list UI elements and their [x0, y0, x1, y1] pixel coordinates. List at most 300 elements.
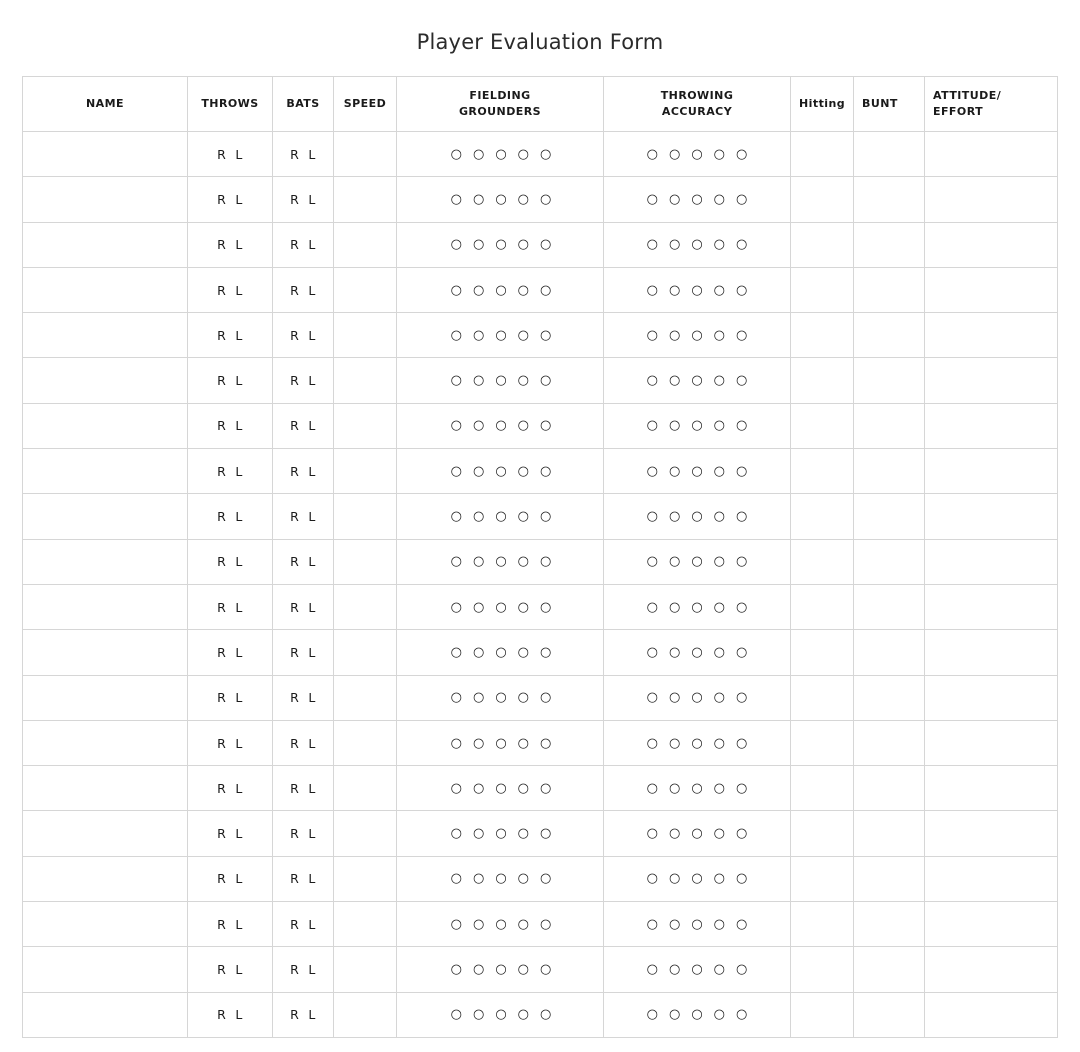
rating-bubble-icon[interactable]: ○ [713, 327, 726, 343]
rating-bubble-icon[interactable]: ○ [691, 690, 703, 706]
cell-attitude_effort[interactable] [925, 630, 1058, 675]
cell-bats[interactable] [273, 403, 334, 448]
cell-bunt[interactable] [854, 358, 925, 403]
cell-throwing_accuracy[interactable] [604, 494, 791, 539]
cell-fielding_grounders[interactable] [397, 222, 604, 267]
rl-choice-bats[interactable] [290, 147, 316, 162]
rating-bubble-icon[interactable]: ○ [736, 418, 748, 434]
cell-name[interactable] [23, 358, 188, 403]
rating-bubble-icon[interactable]: ○ [517, 463, 530, 479]
rating-bubble-icon[interactable]: ○ [646, 327, 658, 343]
rl-option-left[interactable]: L [235, 463, 243, 479]
rl-option-left[interactable]: L [235, 826, 243, 842]
rl-option-left[interactable]: L [235, 237, 243, 253]
rating-bubble-icon[interactable]: ○ [450, 735, 462, 751]
rating-bubble-icon[interactable]: ○ [540, 916, 552, 932]
rating-bubble-icon[interactable]: ○ [495, 1007, 507, 1023]
rl-choice-bats[interactable] [290, 600, 316, 615]
rating-bubble-icon[interactable]: ○ [495, 780, 507, 796]
cell-name[interactable] [23, 630, 188, 675]
cell-fielding_grounders[interactable] [397, 856, 604, 901]
rating-bubble-icon[interactable]: ○ [646, 871, 658, 887]
rating-bubble-icon[interactable]: ○ [450, 826, 462, 842]
rating-bubble-icon[interactable]: ○ [668, 916, 681, 932]
rl-option-right[interactable]: R [290, 237, 300, 253]
rating-bubble-icon[interactable]: ○ [472, 961, 485, 977]
rl-choice-throws[interactable] [217, 600, 243, 615]
cell-bats[interactable] [273, 947, 334, 992]
cell-fielding_grounders[interactable] [397, 630, 604, 675]
cell-speed[interactable] [334, 313, 397, 358]
rating-bubble-icon[interactable]: ○ [472, 826, 485, 842]
rl-option-left[interactable]: L [235, 644, 243, 660]
rl-choice-bats[interactable] [290, 328, 316, 343]
cell-hitting[interactable] [791, 947, 854, 992]
rating-bubble-icon[interactable]: ○ [472, 282, 485, 298]
cell-throwing_accuracy[interactable] [604, 720, 791, 765]
rl-option-left[interactable]: L [235, 191, 243, 207]
rating-bubble-icon[interactable]: ○ [646, 735, 658, 751]
rating-bubble-icon[interactable]: ○ [517, 237, 530, 253]
rl-option-left[interactable]: L [235, 916, 243, 932]
cell-attitude_effort[interactable] [925, 267, 1058, 312]
rating-bubble-icon[interactable]: ○ [450, 418, 462, 434]
rl-option-right[interactable]: R [217, 826, 227, 842]
rating-bubble-icon[interactable]: ○ [517, 780, 530, 796]
cell-throwing_accuracy[interactable] [604, 902, 791, 947]
rating-bubble-icon[interactable]: ○ [472, 871, 485, 887]
rl-choice-bats[interactable] [290, 283, 316, 298]
rating-bubble-icon[interactable]: ○ [450, 509, 462, 525]
cell-throws[interactable] [188, 403, 273, 448]
rating-bubble-icon[interactable]: ○ [691, 826, 703, 842]
rating-bubble-icon[interactable]: ○ [668, 826, 681, 842]
rating-bubble-icon[interactable]: ○ [495, 418, 507, 434]
rl-option-left[interactable]: L [235, 327, 243, 343]
rating-bubble-icon[interactable]: ○ [713, 554, 726, 570]
rl-choice-bats[interactable] [290, 781, 316, 796]
cell-attitude_effort[interactable] [925, 766, 1058, 811]
rl-option-right[interactable]: R [217, 644, 227, 660]
rl-option-right[interactable]: R [290, 961, 300, 977]
cell-speed[interactable] [334, 811, 397, 856]
cell-name[interactable] [23, 811, 188, 856]
cell-throwing_accuracy[interactable] [604, 539, 791, 584]
rating-bubble-icon[interactable]: ○ [713, 1007, 726, 1023]
rating-bubble-icon[interactable]: ○ [495, 327, 507, 343]
rating-bubble-icon[interactable]: ○ [736, 735, 748, 751]
rl-choice-throws[interactable] [217, 418, 243, 433]
cell-attitude_effort[interactable] [925, 902, 1058, 947]
rating-bubble-icon[interactable]: ○ [668, 735, 681, 751]
cell-throws[interactable] [188, 947, 273, 992]
rating-bubble-icon[interactable]: ○ [713, 373, 726, 389]
rating-bubble-icon[interactable]: ○ [646, 463, 658, 479]
rl-choice-bats[interactable] [290, 826, 316, 841]
cell-hitting[interactable] [791, 358, 854, 403]
rating-bubble-icon[interactable]: ○ [691, 1007, 703, 1023]
rl-option-right[interactable]: R [217, 282, 227, 298]
rl-option-left[interactable]: L [235, 599, 243, 615]
rating-bubble-icon[interactable]: ○ [713, 599, 726, 615]
rl-option-left[interactable]: L [308, 418, 316, 434]
cell-attitude_effort[interactable] [925, 177, 1058, 222]
rating-bubble-icon[interactable]: ○ [736, 373, 748, 389]
rating-bubble-icon[interactable]: ○ [495, 871, 507, 887]
rating-bubble-icon[interactable]: ○ [517, 916, 530, 932]
cell-throwing_accuracy[interactable] [604, 675, 791, 720]
rating-bubble-icon[interactable]: ○ [646, 826, 658, 842]
rating-bubble-icon[interactable]: ○ [736, 554, 748, 570]
rating-bubble-icon[interactable]: ○ [668, 1007, 681, 1023]
cell-fielding_grounders[interactable] [397, 992, 604, 1037]
rating-bubble-icon[interactable]: ○ [691, 191, 703, 207]
cell-speed[interactable] [334, 403, 397, 448]
rating-bubble-icon[interactable]: ○ [691, 237, 703, 253]
cell-throws[interactable] [188, 720, 273, 765]
rl-option-left[interactable]: L [235, 509, 243, 525]
cell-throws[interactable] [188, 856, 273, 901]
cell-bats[interactable] [273, 811, 334, 856]
rl-option-left[interactable]: L [308, 509, 316, 525]
cell-fielding_grounders[interactable] [397, 313, 604, 358]
rating-bubble-icon[interactable]: ○ [450, 554, 462, 570]
rl-option-right[interactable]: R [290, 373, 300, 389]
cell-name[interactable] [23, 856, 188, 901]
cell-fielding_grounders[interactable] [397, 494, 604, 539]
cell-hitting[interactable] [791, 494, 854, 539]
rating-bubble-icon[interactable]: ○ [646, 509, 658, 525]
cell-throws[interactable] [188, 222, 273, 267]
rl-choice-throws[interactable] [217, 1007, 243, 1022]
rating-bubble-icon[interactable]: ○ [646, 780, 658, 796]
rl-option-right[interactable]: R [217, 463, 227, 479]
cell-bunt[interactable] [854, 902, 925, 947]
rating-bubble-icon[interactable]: ○ [472, 644, 485, 660]
cell-name[interactable] [23, 720, 188, 765]
rl-option-left[interactable]: L [308, 961, 316, 977]
rl-option-right[interactable]: R [290, 418, 300, 434]
cell-bats[interactable] [273, 675, 334, 720]
cell-speed[interactable] [334, 630, 397, 675]
cell-attitude_effort[interactable] [925, 313, 1058, 358]
rl-choice-throws[interactable] [217, 917, 243, 932]
rl-choice-throws[interactable] [217, 509, 243, 524]
cell-hitting[interactable] [791, 856, 854, 901]
rating-bubble-icon[interactable]: ○ [691, 554, 703, 570]
rl-option-left[interactable]: L [235, 780, 243, 796]
rating-bubble-icon[interactable]: ○ [736, 282, 748, 298]
rating-bubble-icon[interactable]: ○ [646, 599, 658, 615]
cell-bunt[interactable] [854, 539, 925, 584]
rating-bubble-icon[interactable]: ○ [736, 871, 748, 887]
rl-choice-bats[interactable] [290, 373, 316, 388]
rl-option-left[interactable]: L [308, 780, 316, 796]
cell-hitting[interactable] [791, 267, 854, 312]
cell-bunt[interactable] [854, 992, 925, 1037]
rating-bubble-icon[interactable]: ○ [668, 191, 681, 207]
rl-option-right[interactable]: R [217, 916, 227, 932]
cell-bats[interactable] [273, 902, 334, 947]
rl-choice-bats[interactable] [290, 1007, 316, 1022]
rating-bubble-icon[interactable]: ○ [495, 191, 507, 207]
rl-option-left[interactable]: L [308, 644, 316, 660]
rl-choice-bats[interactable] [290, 237, 316, 252]
rl-option-left[interactable]: L [308, 735, 316, 751]
rating-bubble-icon[interactable]: ○ [450, 644, 462, 660]
rating-bubble-icon[interactable]: ○ [495, 599, 507, 615]
rating-bubble-icon[interactable]: ○ [495, 509, 507, 525]
rating-bubble-icon[interactable]: ○ [646, 418, 658, 434]
cell-fielding_grounders[interactable] [397, 539, 604, 584]
rating-bubble-icon[interactable]: ○ [495, 146, 507, 162]
rating-bubble-icon[interactable]: ○ [495, 735, 507, 751]
cell-bats[interactable] [273, 267, 334, 312]
rating-bubble-icon[interactable]: ○ [517, 554, 530, 570]
rating-bubble-icon[interactable]: ○ [540, 418, 552, 434]
rating-bubble-icon[interactable]: ○ [713, 735, 726, 751]
rl-option-right[interactable]: R [290, 690, 300, 706]
rl-choice-throws[interactable] [217, 283, 243, 298]
cell-throwing_accuracy[interactable] [604, 132, 791, 177]
rl-option-right[interactable]: R [290, 191, 300, 207]
rl-option-right[interactable]: R [217, 961, 227, 977]
cell-speed[interactable] [334, 177, 397, 222]
rl-choice-bats[interactable] [290, 418, 316, 433]
rl-option-left[interactable]: L [308, 554, 316, 570]
cell-name[interactable] [23, 992, 188, 1037]
cell-hitting[interactable] [791, 992, 854, 1037]
cell-bats[interactable] [273, 856, 334, 901]
rl-option-right[interactable]: R [217, 191, 227, 207]
cell-name[interactable] [23, 403, 188, 448]
cell-fielding_grounders[interactable] [397, 675, 604, 720]
rating-bubble-icon[interactable]: ○ [517, 961, 530, 977]
cell-speed[interactable] [334, 267, 397, 312]
rating-bubble-icon[interactable]: ○ [472, 554, 485, 570]
cell-attitude_effort[interactable] [925, 403, 1058, 448]
rating-bubble-icon[interactable]: ○ [540, 780, 552, 796]
cell-throwing_accuracy[interactable] [604, 992, 791, 1037]
cell-name[interactable] [23, 539, 188, 584]
rating-bubble-icon[interactable]: ○ [691, 146, 703, 162]
cell-bats[interactable] [273, 494, 334, 539]
rl-option-right[interactable]: R [217, 780, 227, 796]
cell-speed[interactable] [334, 494, 397, 539]
rating-bubble-icon[interactable]: ○ [472, 463, 485, 479]
rating-bubble-icon[interactable]: ○ [517, 373, 530, 389]
cell-speed[interactable] [334, 584, 397, 629]
rating-bubble-icon[interactable]: ○ [540, 735, 552, 751]
rl-option-left[interactable]: L [308, 191, 316, 207]
rating-bubble-icon[interactable]: ○ [736, 961, 748, 977]
cell-bats[interactable] [273, 313, 334, 358]
cell-hitting[interactable] [791, 132, 854, 177]
rl-option-right[interactable]: R [217, 690, 227, 706]
cell-hitting[interactable] [791, 449, 854, 494]
cell-bunt[interactable] [854, 675, 925, 720]
rating-bubble-icon[interactable]: ○ [646, 191, 658, 207]
rating-bubble-icon[interactable]: ○ [736, 780, 748, 796]
rating-bubble-icon[interactable]: ○ [540, 690, 552, 706]
cell-throws[interactable] [188, 766, 273, 811]
rating-bubble-icon[interactable]: ○ [450, 690, 462, 706]
rating-bubble-icon[interactable]: ○ [736, 599, 748, 615]
rl-option-left[interactable]: L [235, 554, 243, 570]
rating-bubble-icon[interactable]: ○ [472, 599, 485, 615]
cell-throwing_accuracy[interactable] [604, 630, 791, 675]
rating-bubble-icon[interactable]: ○ [450, 1007, 462, 1023]
rating-bubble-icon[interactable]: ○ [691, 327, 703, 343]
rating-bubble-icon[interactable]: ○ [646, 1007, 658, 1023]
rating-bubble-icon[interactable]: ○ [495, 961, 507, 977]
cell-throws[interactable] [188, 902, 273, 947]
cell-throws[interactable] [188, 132, 273, 177]
rl-choice-throws[interactable] [217, 147, 243, 162]
rating-bubble-icon[interactable]: ○ [668, 327, 681, 343]
cell-hitting[interactable] [791, 403, 854, 448]
cell-bunt[interactable] [854, 177, 925, 222]
rating-bubble-icon[interactable]: ○ [540, 554, 552, 570]
rating-bubble-icon[interactable]: ○ [646, 373, 658, 389]
cell-speed[interactable] [334, 902, 397, 947]
rl-option-left[interactable]: L [308, 599, 316, 615]
rl-option-left[interactable]: L [235, 690, 243, 706]
cell-name[interactable] [23, 902, 188, 947]
cell-throws[interactable] [188, 313, 273, 358]
rating-bubble-icon[interactable]: ○ [646, 690, 658, 706]
cell-bats[interactable] [273, 720, 334, 765]
rl-option-left[interactable]: L [308, 463, 316, 479]
cell-fielding_grounders[interactable] [397, 177, 604, 222]
cell-throwing_accuracy[interactable] [604, 358, 791, 403]
cell-throws[interactable] [188, 584, 273, 629]
rl-option-right[interactable]: R [217, 509, 227, 525]
cell-bunt[interactable] [854, 856, 925, 901]
rating-bubble-icon[interactable]: ○ [472, 735, 485, 751]
cell-bats[interactable] [273, 584, 334, 629]
cell-name[interactable] [23, 132, 188, 177]
rating-bubble-icon[interactable]: ○ [691, 735, 703, 751]
rl-option-right[interactable]: R [290, 780, 300, 796]
rl-option-left[interactable]: L [235, 282, 243, 298]
rl-choice-bats[interactable] [290, 690, 316, 705]
rating-bubble-icon[interactable]: ○ [691, 509, 703, 525]
rating-bubble-icon[interactable]: ○ [495, 554, 507, 570]
rl-option-right[interactable]: R [217, 146, 227, 162]
rl-option-right[interactable]: R [217, 237, 227, 253]
rating-bubble-icon[interactable]: ○ [472, 509, 485, 525]
rating-bubble-icon[interactable]: ○ [691, 463, 703, 479]
cell-throws[interactable] [188, 358, 273, 403]
rating-bubble-icon[interactable]: ○ [540, 327, 552, 343]
cell-bunt[interactable] [854, 720, 925, 765]
rating-bubble-icon[interactable]: ○ [646, 644, 658, 660]
rating-bubble-icon[interactable]: ○ [450, 961, 462, 977]
cell-bats[interactable] [273, 222, 334, 267]
rating-bubble-icon[interactable]: ○ [736, 191, 748, 207]
rating-bubble-icon[interactable]: ○ [736, 644, 748, 660]
rating-bubble-icon[interactable]: ○ [736, 916, 748, 932]
rating-bubble-icon[interactable]: ○ [517, 599, 530, 615]
rl-choice-throws[interactable] [217, 645, 243, 660]
cell-throws[interactable] [188, 630, 273, 675]
rl-choice-bats[interactable] [290, 192, 316, 207]
rating-bubble-icon[interactable]: ○ [450, 373, 462, 389]
cell-attitude_effort[interactable] [925, 494, 1058, 539]
cell-fielding_grounders[interactable] [397, 947, 604, 992]
cell-throwing_accuracy[interactable] [604, 584, 791, 629]
cell-hitting[interactable] [791, 720, 854, 765]
rl-option-right[interactable]: R [290, 509, 300, 525]
cell-attitude_effort[interactable] [925, 449, 1058, 494]
rating-bubble-icon[interactable]: ○ [691, 282, 703, 298]
cell-throwing_accuracy[interactable] [604, 766, 791, 811]
cell-speed[interactable] [334, 222, 397, 267]
rating-bubble-icon[interactable]: ○ [472, 327, 485, 343]
rating-bubble-icon[interactable]: ○ [736, 509, 748, 525]
cell-fielding_grounders[interactable] [397, 902, 604, 947]
rating-bubble-icon[interactable]: ○ [713, 644, 726, 660]
cell-speed[interactable] [334, 539, 397, 584]
cell-hitting[interactable] [791, 313, 854, 358]
rl-option-right[interactable]: R [290, 871, 300, 887]
cell-name[interactable] [23, 494, 188, 539]
cell-hitting[interactable] [791, 811, 854, 856]
rating-bubble-icon[interactable]: ○ [540, 599, 552, 615]
rating-bubble-icon[interactable]: ○ [646, 916, 658, 932]
rating-bubble-icon[interactable]: ○ [736, 463, 748, 479]
rl-choice-throws[interactable] [217, 690, 243, 705]
rl-choice-throws[interactable] [217, 826, 243, 841]
cell-bunt[interactable] [854, 132, 925, 177]
cell-speed[interactable] [334, 449, 397, 494]
rating-bubble-icon[interactable]: ○ [668, 599, 681, 615]
rating-bubble-icon[interactable]: ○ [472, 237, 485, 253]
rating-bubble-icon[interactable]: ○ [540, 463, 552, 479]
cell-fielding_grounders[interactable] [397, 358, 604, 403]
rl-option-right[interactable]: R [217, 554, 227, 570]
rating-bubble-icon[interactable]: ○ [517, 282, 530, 298]
rating-bubble-icon[interactable]: ○ [450, 282, 462, 298]
rating-bubble-icon[interactable]: ○ [736, 146, 748, 162]
cell-bunt[interactable] [854, 222, 925, 267]
rating-bubble-icon[interactable]: ○ [668, 237, 681, 253]
rating-bubble-icon[interactable]: ○ [495, 826, 507, 842]
rl-option-right[interactable]: R [290, 554, 300, 570]
rl-choice-throws[interactable] [217, 871, 243, 886]
cell-throws[interactable] [188, 675, 273, 720]
rating-bubble-icon[interactable]: ○ [450, 916, 462, 932]
rl-option-right[interactable]: R [290, 826, 300, 842]
cell-throwing_accuracy[interactable] [604, 449, 791, 494]
cell-hitting[interactable] [791, 630, 854, 675]
rating-bubble-icon[interactable]: ○ [517, 191, 530, 207]
cell-throwing_accuracy[interactable] [604, 313, 791, 358]
cell-bats[interactable] [273, 132, 334, 177]
rl-choice-bats[interactable] [290, 464, 316, 479]
rating-bubble-icon[interactable]: ○ [450, 237, 462, 253]
rl-option-left[interactable]: L [235, 961, 243, 977]
rl-option-right[interactable]: R [290, 735, 300, 751]
rl-option-left[interactable]: L [308, 1007, 316, 1023]
cell-attitude_effort[interactable] [925, 811, 1058, 856]
rl-choice-bats[interactable] [290, 736, 316, 751]
cell-bunt[interactable] [854, 313, 925, 358]
rl-choice-throws[interactable] [217, 554, 243, 569]
rl-option-left[interactable]: L [235, 871, 243, 887]
cell-attitude_effort[interactable] [925, 856, 1058, 901]
